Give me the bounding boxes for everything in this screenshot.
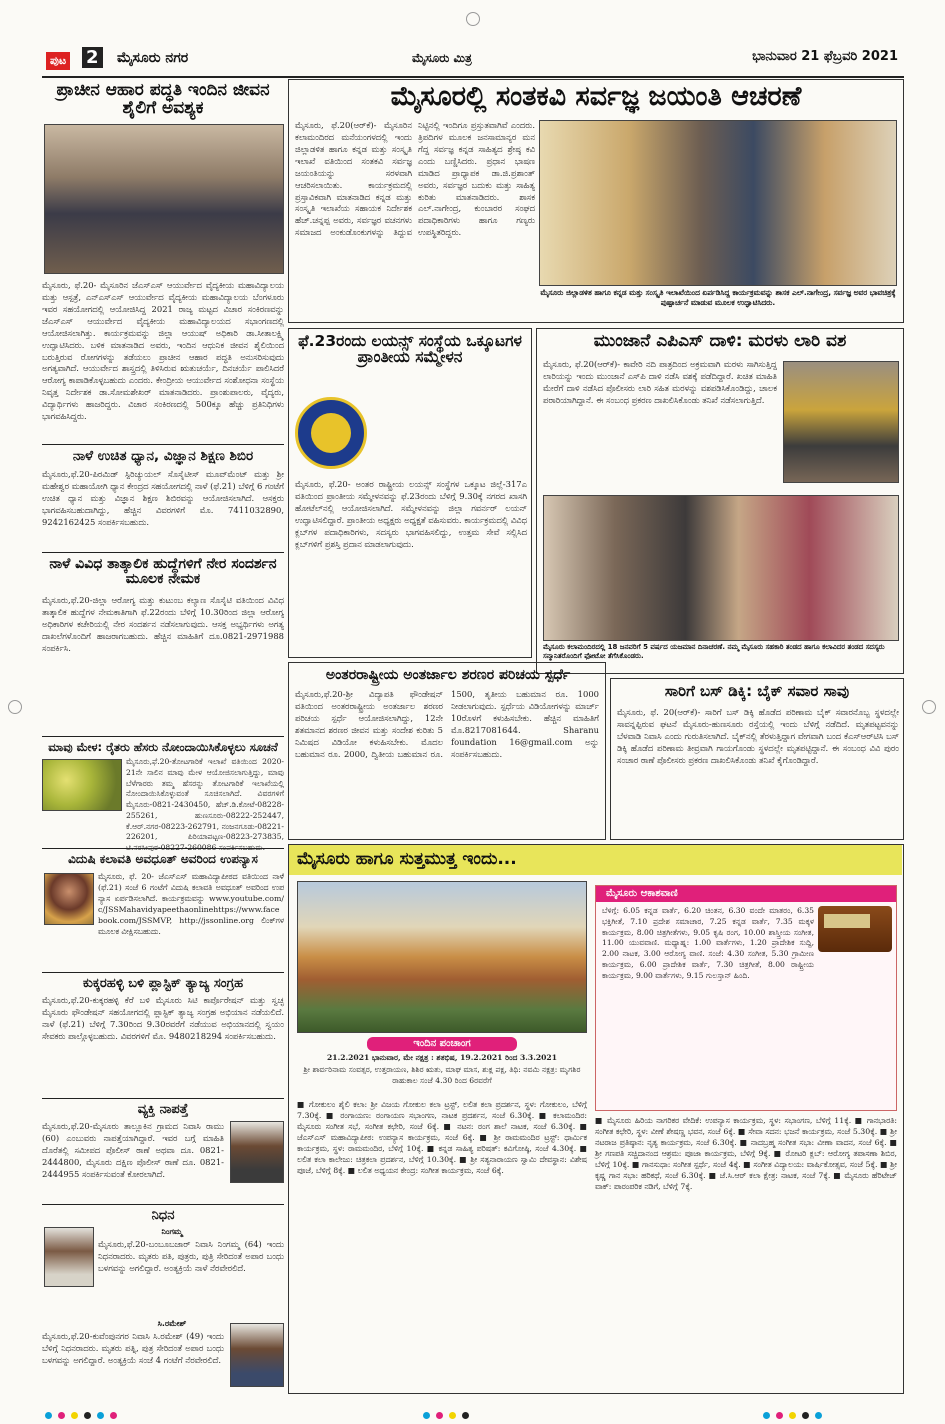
vidushi-photo — [44, 873, 94, 925]
nidhana-name-1: ನಿಂಗಮ್ಮ — [161, 1227, 183, 1236]
headline-vidushi: ವಿದುಷಿ ಕಲಾವತಿ ಅವಧೂತ್ ಅವರಿಂದ ಉಪನ್ಯಾಸ — [68, 852, 258, 866]
article-plastic — [42, 972, 284, 1096]
headline-plastic: ಕುಕ್ಕರಹಳ್ಳಿ ಬಳಿ ಪ್ಲಾಸ್ಟಿಕ್ ತ್ಯಾಜ್ಯ ಸಂಗ್ರಹ — [82, 976, 244, 991]
akashavani-body: ಬೆಳಿಗ್ಗೆ: 6.05 ಕನ್ನಡ ವಾರ್ತೆ, 6.20 ಚಿಂತನ, 6.30 ವಂದೇ ಮಾತರಂ, 6.35 ಭಕ್ತಿಗೀತೆ, 7.10 ಪ್ರದೇಶ ಸಮಾಚಾರ, 7.25 ಕನ್ನಡ ವಾರ್ತೆ, 7.35 ಮಕ್ಕಳ ಕಾರ್ಯಕ್ರಮ, 8.00 ಚಿತ್ರಗೀತೆಗಳು, 9.05 ಕೃಷಿ ರಂಗ, 10.00 ಶಾಸ್ತ್ರೀಯ ಸಂಗೀತ, 11.00 ಯುವವಾಣಿ. ಮಧ್ಯಾಹ್ನ: 1.00 ವಾರ್ತೆಗಳು, 1.20 ಪ್ರಾದೇಶಿಕ ಸುದ್ದಿ, 2.00 ನಾಟಕ, 3.00 ಆರೋಗ್ಯ ವಾಣಿ. ಸಂಜೆ: 4.30 ಸಂಗೀತ, 5.30 ಗ್ರಾಮೀಣ ಕಾರ್ಯಕ್ರಮ, 6.00 ಪ್ರಾದೇಶಿಕ ವಾರ್ತೆ, 7.30 ಚಿತ್ರಗೀತೆ, 8.00 ರಾಷ್ಟ್ರೀಯ ಕಾರ್ಯಕ್ರಮ, 9.00 ವಾರ್ತೆಗಳು, 9.15 ಗುಲಸ್ತಾನ್ ಹಿಂದಿ. — [602, 906, 814, 980]
palace-photo — [297, 881, 587, 1033]
black-dot — [84, 1412, 91, 1419]
panchanga-box — [297, 1037, 587, 1093]
masthead — [42, 46, 904, 74]
nidhana-name-2: ಸಿ.ರಮೇಶ್ — [157, 1319, 187, 1328]
sarvajna-photo — [539, 120, 897, 286]
article-manjane — [536, 328, 904, 674]
cyan-dot — [423, 1412, 430, 1419]
dhyana-body: ಮೈಸೂರು,ಫೆ.20-ಪಿರಮಿಡ್ ಸ್ಪಿರಿಚ್ಯುಯಲ್ ಸೊಸೈಟೀಸ್ ಮೂವ್‌ಮೆಂಟ್ ಮತ್ತು ಶ್ರೀ ಮಹೇಶ್ವರ ಮಹಾಯೋಗಿ ಧ್ಯಾನ ಕೇಂದ್ರದ ಸಹಯೋಗದಲ್ಲಿ ನಾಳೆ (ಫೆ.21) ಬೆಳಿಗ್ಗೆ 6 ಗಂಟೆಗೆ ಉಚಿತ ಧ್ಯಾನ ಮತ್ತು ವಿಜ್ಞಾನ ಶಿಕ್ಷಣ ಶಿಬಿರವನ್ನು ಆಯೋಜಿಸಲಾಗಿದೆ. ಆಸಕ್ತರು ಭಾಗವಹಿಸಬಹುದಾಗಿದ್ದು, ಹೆಚ್ಚಿನ ವಿವರಗಳಿಗೆ ಮೊ. 7411032890, 9242162425 ಸಂಪರ್ಕಿಸಬಹುದು. — [42, 469, 284, 527]
paper-name: ಮೈಸೂರು ಮಿತ್ರ — [412, 51, 472, 65]
lions-logo-inner — [311, 413, 351, 453]
cyan-dot — [45, 1412, 52, 1419]
headline-sarvajna: ಮೈಸೂರಲ್ಲಿ ಸಂತಕವಿ ಸರ್ವಜ್ಞ ಜಯಂತಿ ಆಚರಣೆ — [390, 81, 802, 112]
yellow-dot — [789, 1412, 796, 1419]
headline-lions: ಫೆ.23ರಂದು ಲಯನ್ಸ್ ಸಂಸ್ಥೆಯ ಒಕ್ಕೂಟಗಳ ಪ್ರಾಂತೀಯ ಸಮ್ಮೇಳನ — [298, 332, 522, 367]
article-lions — [288, 328, 532, 658]
sarvajna-body: ಮೈಸೂರು, ಫೆ.20(ಆರ್‌ಕೆ)- ಮೈಸೂರಿನ ಕಲಾಮಂದಿರದ ಮನೆಯಂಗಳದಲ್ಲಿ ಇಂದು ಜಿಲ್ಲಾಡಳಿತ ಹಾಗೂ ಕನ್ನಡ ಮತ್ತು ಸಂಸ್ಕೃತಿ ಇಲಾಖೆ ವತಿಯಿಂದ ಸಂತಕವಿ ಸರ್ವಜ್ಞ ಜಯಂತಿಯನ್ನು ಸರಳವಾಗಿ ಆಚರಿಸಲಾಯಿತು. ಕಾರ್ಯಕ್ರಮದಲ್ಲಿ ಪ್ರಸ್ತಾವಿಕವಾಗಿ ಮಾತನಾಡಿದ ಕನ್ನಡ ಮತ್ತು ಸಂಸ್ಕೃತಿ ಇಲಾಖೆಯ ಸಹಾಯಕ ನಿರ್ದೇಶಕ ಹೆಚ್.ಚನ್ನಪ್ಪ ಅವರು, ಸರ್ವಜ್ಞರ ವಚನಗಳು ಸಮಾಜದ ಅಂಕುಡೊಂಕುಗಳನ್ನು ತಿದ್ದುವ ನಿಟ್ಟಿನಲ್ಲಿ ಇಂದಿಗೂ ಪ್ರಸ್ತುತವಾಗಿವೆ ಎಂದರು. ತ್ರಿಪದಿಗಳ ಮೂಲಕ ಜನಸಾಮಾನ್ಯರ ಮನ ಗೆದ್ದ ಸರ್ವಜ್ಞ ಕನ್ನಡ ಸಾಹಿತ್ಯದ ಶ್ರೇಷ್ಠ ಕವಿ ಎಂದು ಬಣ್ಣಿಸಿದರು. ಪ್ರಧಾನ ಭಾಷಣ ಮಾಡಿದ ಪ್ರಾಧ್ಯಾಪಕ ಡಾ.ಜಿ.ಪ್ರಶಾಂತ್ ಅವರು, ಸರ್ವಜ್ಞರ ಬದುಕು ಮತ್ತು ಸಾಹಿತ್ಯ ಕುರಿತು ಮಾತನಾಡಿದರು. ಶಾಸಕ ಎಲ್.ನಾಗೇಂದ್ರ, ಕುಂಬಾರರ ಸಂಘದ ಪದಾಧಿಕಾರಿಗಳು ಹಾಗೂ ಗಣ್ಯರು ಉಪಸ್ಥಿತರಿದ್ದರು. — [295, 120, 535, 238]
page-number: 2 — [82, 47, 103, 68]
article-napatte — [42, 1098, 284, 1202]
footer-color-bar-center — [420, 1404, 540, 1414]
vidushi-body: ಮೈಸೂರು, ಫೆ. 20- ಜೆಎಸ್‌ಎಸ್ ಮಹಾವಿದ್ಯಾಪೀಠದ ವತಿಯಿಂದ ನಾಳೆ (ಫೆ.21) ಸಂಜೆ 6 ಗಂಟೆಗೆ ವಿದುಷಿ ಕಲಾವತಿ ಅವಧೂತ್ ಅವರಿಂದ ಉಪನ್ಯಾಸ ಏರ್ಪಡಿಸಲಾಗಿದೆ. ಕಾರ್ಯಕ್ರಮವನ್ನು www.youtube.com/c/JSSMahavidyapeethaonlinehttps://www.facebook.com/JSSMVP, http://jssonline.org ಲಿಂಕ್‌ಗಳ ಮೂಲಕ ವೀಕ್ಷಿಸಬಹುದು. — [98, 872, 284, 937]
black-dot — [462, 1412, 469, 1419]
masthead-rule — [42, 76, 904, 78]
ahara-body: ಮೈಸೂರು, ಫೆ.20- ಮೈಸೂರಿನ ಜೆಎಸ್‌ಎಸ್ ಆಯುರ್ವೇದ ವೈದ್ಯಕೀಯ ಮಹಾವಿದ್ಯಾಲಯ ಮತ್ತು ಆಸ್ಪತ್ರೆ, ಎನ್‌ಎಸ್‌ಎಸ್ ಆಯುರ್ವೇದ ವೈದ್ಯಕೀಯ ಮಹಾವಿದ್ಯಾಲಯ ಬೆಂಗಳೂರು ಇವರ ಸಹಯೋಗದಲ್ಲಿ ಆಯೋಜಿಸಿದ್ದ 2021 ರಾಜ್ಯ ಮಟ್ಟದ ವಿಚಾರ ಸಂಕಿರಣವನ್ನು ಜೆಎಸ್‌ಎಸ್ ಆಯುರ್ವೇದ ವೈದ್ಯಕೀಯ ಮಹಾವಿದ್ಯಾಲಯದ ಸಭಾಂಗಣದಲ್ಲಿ ಆಯೋಜಿಸಲಾಗಿತ್ತು. ಕಾರ್ಯಕ್ರಮವನ್ನು ಜಿಲ್ಲಾ ಆಯುಷ್ ಅಧಿಕಾರಿ ಡಾ.ಸೀತಾಲಕ್ಷ್ಮಿ ಉದ್ಘಾಟಿಸಿದರು. ಬಳಿಕ ಮಾತನಾಡಿದ ಅವರು, ಇಂದಿನ ಆಧುನಿಕ ಜೀವನ ಶೈಲಿಯಿಂದ ಬರುತ್ತಿರುವ ರೋಗಗಳನ್ನು ತಡೆಯಲು ಪ್ರಾಚೀನ ಆಹಾರ ಪದ್ಧತಿ ಅನುಸರಿಸುವುದು ಅಗತ್ಯವಾಗಿದೆ. ಆಯುರ್ವೇದ ಶಾಸ್ತ್ರದಲ್ಲಿ ತಿಳಿಸಿರುವ ಋತುಚರ್ಯೆ, ದಿನಚರ್ಯೆ ಪಾಲಿಸಿದರೆ ಆರೋಗ್ಯ ಕಾಪಾಡಿಕೊಳ್ಳಬಹುದು ಎಂದರು. ಕೇಂದ್ರೀಯ ಆಯುರ್ವೇದ ಸಂಶೋಧನಾ ಸಂಸ್ಥೆಯ ನಿವೃತ್ತ ನಿರ್ದೇಶಕ ಡಾ.ಸೋಮಶೇಖರ್ ಮಾತನಾಡಿದರು. ಪ್ರಾಂಶುಪಾಲರು, ವೈದ್ಯರು, ವಿದ್ಯಾರ್ಥಿಗಳು ಹಾಜರಿದ್ದರು. ವಿಚಾರ ಸಂಕಿರಣದಲ್ಲಿ 500ಕ್ಕೂ ಹೆಚ್ಚು ಪ್ರತಿನಿಧಿಗಳು ಭಾಗವಹಿಸಿದ್ದರು. — [42, 280, 284, 422]
radio-icon — [818, 906, 892, 952]
events-left: ■ ಗೋಕುಲಂ ಶೈಲಿ ಕಲಾ: ಶ್ರೀ ವಿಜಯ ಗೋಕುಲ ಕಲಾ ಟ್ರಸ್ಟ್, ಲಲಿತ ಕಲಾ ಪ್ರದರ್ಶನ, ಸ್ಥಳ: ಗೋಕುಲಂ, ಬೆಳಿಗ್ಗೆ 7.30ಕ್ಕೆ. ■ ರಂಗಾಯಣ: ರಂಗಾಯಣ ಸಭಾಂಗಣ, ನಾಟಕ ಪ್ರದರ್ಶನ, ಸಂಜೆ 6.30ಕ್ಕೆ. ■ ಕಲಾಮಂದಿರ: ಮೈಸೂರು ಸಂಗೀತ ಸಭೆ, ಸಂಗೀತ ಕಛೇರಿ, ಸಂಜೆ 6ಕ್ಕೆ. ■ ನಟನ: ರಂಗ ಶಾಲೆ ನಾಟಕ, ಸಂಜೆ 6.30ಕ್ಕೆ. ■ ಜೆಎಸ್‌ಎಸ್ ಮಹಾವಿದ್ಯಾಪೀಠ: ಉಪನ್ಯಾಸ ಕಾರ್ಯಕ್ರಮ, ಸಂಜೆ 6ಕ್ಕೆ. ■ ಶ್ರೀ ರಾಮಮಂದಿರ ಟ್ರಸ್ಟ್: ಧಾರ್ಮಿಕ ಕಾರ್ಯಕ್ರಮ, ಸ್ಥಳ: ರಾಮಮಂದಿರ, ಬೆಳಿಗ್ಗೆ 10ಕ್ಕೆ. ■ ಕನ್ನಡ ಸಾಹಿತ್ಯ ಪರಿಷತ್: ಕವಿಗೋಷ್ಠಿ, ಸಂಜೆ 4.30ಕ್ಕೆ. ■ ಲಲಿತ ಕಲಾ ಕಾಲೇಜು: ಚಿತ್ರಕಲಾ ಪ್ರದರ್ಶನ, ಬೆಳಿಗ್ಗೆ 10.30ಕ್ಕೆ. ■ ಶ್ರೀ ಸತ್ಯನಾರಾಯಣ ಸ್ವಾಮಿ ದೇವಸ್ಥಾನ: ವಿಶೇಷ ಪೂಜೆ, ಬೆಳಿಗ್ಗೆ 8ಕ್ಕೆ. ■ ಲಲಿತ ಅಧ್ಯಯನ ಕೇಂದ್ರ: ಸಂಗೀತ ಕಾರ್ಯಕ್ರಮ, ಸಂಜೆ 6ಕ್ಕೆ. — [297, 1100, 587, 1176]
napatte-photo — [230, 1121, 284, 1183]
headline-sutta: ಮೈಸೂರು ಹಾಗೂ ಸುತ್ತಮುತ್ತ ಇಂದು... — [297, 849, 517, 869]
hudde-body: ಮೈಸೂರು,ಫೆ.20-ಜಿಲ್ಲಾ ಆರೋಗ್ಯ ಮತ್ತು ಕುಟುಂಬ ಕಲ್ಯಾಣ ಸೊಸೈಟಿ ವತಿಯಿಂದ ವಿವಿಧ ತಾತ್ಕಾಲಿಕ ಹುದ್ದೆಗಳ ನೇಮಕಾತಿಗಾಗಿ ಫೆ.22ರಂದು ಬೆಳಿಗ್ಗೆ 10.30ರಿಂದ ಜಿಲ್ಲಾ ಆರೋಗ್ಯ ಅಧಿಕಾರಿಗಳ ಕಚೇರಿಯಲ್ಲಿ ನೇರ ಸಂದರ್ಶನ ನಡೆಸಲಾಗುವುದು. ಆಸಕ್ತ ಅಭ್ಯರ್ಥಿಗಳು ಅಗತ್ಯ ದಾಖಲೆಗಳೊಂದಿಗೆ ಹಾಜರಾಗಬಹುದು. ಹೆಚ್ಚಿನ ಮಾಹಿತಿಗೆ ದೂ.0821-2971988 ಸಂಪರ್ಕಿಸಿ. — [42, 595, 284, 653]
headline-hudde: ನಾಳೆ ವಿವಿಧ ತಾತ್ಕಾಲಿಕ ಹುದ್ದೆಗಳಿಗೆ ನೇರ ಸಂದರ್ಶನ ಮೂಲಕ ನೇಮಕ — [49, 556, 277, 587]
nidhana-body-1: ಮೈಸೂರು,ಫೆ.20-ಬಂಬೂಬಜಾರ್ ನಿವಾಸಿ ನಿಂಗಮ್ಮ (64) ಇಂದು ನಿಧನರಾದರು. ಮೃತರು ಪತಿ, ಪುತ್ರರು, ಪುತ್ರಿ ಸೇರಿದಂತೆ ಅಪಾರ ಬಂಧು ಬಳಗವನ್ನು ಅಗಲಿದ್ದಾರೆ. ಅಂತ್ಯಕ್ರಿಯೆ ನಾಳೆ ನೆರವೇರಲಿದೆ. — [98, 1239, 284, 1273]
sarige-body: ಮೈಸೂರು, ಫೆ. 20(ಆರ್‌ಕೆ)- ಸಾರಿಗೆ ಬಸ್ ಡಿಕ್ಕಿ ಹೊಡೆದ ಪರಿಣಾಮ ಬೈಕ್ ಸವಾರನೊಬ್ಬ ಸ್ಥಳದಲ್ಲೇ ಸಾವನ್ನಪ್ಪಿರುವ ಘಟನೆ ಮೈಸೂರು-ಹುಣಸೂರು ರಸ್ತೆಯಲ್ಲಿ ಇಂದು ಬೆಳಿಗ್ಗೆ ನಡೆದಿದೆ. ಮೃತಪಟ್ಟವನನ್ನು ಬೆಳವಾಡಿ ನಿವಾಸಿ ಎಂದು ಗುರುತಿಸಲಾಗಿದೆ. ಬೈಕ್‌ನಲ್ಲಿ ತೆರಳುತ್ತಿದ್ದಾಗ ವೇಗವಾಗಿ ಬಂದ ಕೆಎಸ್‌ಆರ್‌ಟಿಸಿ ಬಸ್ ಡಿಕ್ಕಿ ಹೊಡೆದ ಪರಿಣಾಮ ತೀವ್ರವಾಗಿ ಗಾಯಗೊಂಡು ಸ್ಥಳದಲ್ಲೇ ಮೃತಪಟ್ಟಿದ್ದಾನೆ. ಈ ಸಂಬಂಧ ವಿವಿ ಪುರಂ ಸಂಚಾರ ಠಾಣೆ ಪೊಲೀಸರು ಪ್ರಕರಣ ದಾಖಲಿಸಿಕೊಂಡು ತನಿಖೆ ಕೈಗೊಂಡಿದ್ದಾರೆ. — [617, 707, 899, 765]
mango-photo — [42, 759, 122, 811]
manjane-caption: ಮೈಸೂರು ಕಲಾಮಂದಿರದಲ್ಲಿ 18 ಜನವರಿಗೆ 5 ವರ್ಷದ ಯಜಮಾನ ದಿನಾಚರಣೆ. ನಮ್ಮ ಮೈಸೂರು ಸಹಕಾರಿ ತಂಡದ ಹಾಗೂ ಕಲಾವಿದರ ತಂಡದ ಸದಸ್ಯರು ಸನ್ಮಾನಿತರೊಂದಿಗೆ ಫೋಟೋ ತೆಗೆಸಿಕೊಂಡರು. — [543, 643, 885, 661]
pink-dot — [436, 1412, 443, 1419]
article-antarrashtriya — [288, 662, 606, 840]
issue-date: ಭಾನುವಾರ 21 ಫೆಬ್ರವರಿ 2021 — [752, 49, 898, 64]
page-label: ಪುಟ — [46, 52, 70, 70]
headline-antarrashtriya: ಅಂತರರಾಷ್ಟ್ರೀಯ ಅಂತರ್ಜಾಲ ಶರಣರ ಪರಿಚಯ ಸ್ಪರ್ಧೆ — [325, 667, 571, 683]
section-title: ಮೈಸೂರು ನಗರ — [117, 50, 189, 66]
registration-mark-top — [466, 12, 480, 26]
pink-dot — [58, 1412, 65, 1419]
radio-dial-icon — [824, 914, 870, 928]
headline-mavu: ಮಾವು ಮೇಳ: ರೈತರು ಹೆಸರು ನೋಂದಾಯಿಸಿಕೊಳ್ಳಲು ಸೂಚನೆ — [48, 740, 278, 754]
panchanga-title: ಇಂದಿನ ಪಂಚಾಂಗ — [413, 1038, 471, 1049]
footer-color-bar-right — [760, 1404, 900, 1414]
yellow-dot — [71, 1412, 78, 1419]
akashavani-title: ಮೈಸೂರು ಆಕಾಶವಾಣಿ — [606, 888, 678, 899]
headline-napatte: ವ್ಯಕ್ತಿ ನಾಪತ್ತೆ — [137, 1102, 189, 1117]
panchanga-line2: ಶ್ರೀ ಶಾರ್ವರಿನಾಮ ಸಂವತ್ಸರ, ಉತ್ತರಾಯಣ, ಶಿಶಿರ ಋತು, ಮಾಘ ಮಾಸ, ಶುಕ್ಲ ಪಕ್ಷ, ತಿಥಿ: ನವಮಿ ನಕ್ಷತ್ರ: ಮೃಗಶಿರ ರಾಹುಕಾಲ ಸಂಜೆ 4.30 ರಿಂದ 6ರವರೆಗೆ — [303, 1065, 581, 1085]
events-right: ■ ಮೈಸೂರು ಹಿರಿಯ ನಾಗರಿಕರ ವೇದಿಕೆ: ಉಪನ್ಯಾಸ ಕಾರ್ಯಕ್ರಮ, ಸ್ಥಳ: ಸಭಾಂಗಣ, ಬೆಳಿಗ್ಗೆ 11ಕ್ಕೆ. ■ ಗಾನಭಾರತಿ: ಸಂಗೀತ ಕಛೇರಿ, ಸ್ಥಳ: ವೀಣೆ ಶೇಷಣ್ಣ ಭವನ, ಸಂಜೆ 6ಕ್ಕೆ. ■ ಸೇವಾ ಸದನ: ಭಜನೆ ಕಾರ್ಯಕ್ರಮ, ಸಂಜೆ 5.30ಕ್ಕೆ. ■ ಶ್ರೀ ನಟರಾಜ ಪ್ರತಿಷ್ಠಾನ: ನೃತ್ಯ ಕಾರ್ಯಕ್ರಮ, ಸಂಜೆ 6.30ಕ್ಕೆ. ■ ನಾದಬ್ರಹ್ಮ ಸಂಗೀತ ಸಭಾ: ವೀಣಾ ವಾದನ, ಸಂಜೆ 6ಕ್ಕೆ. ■ ಶ್ರೀ ಗಣಪತಿ ಸಚ್ಚಿದಾನಂದ ಆಶ್ರಮ: ಪೂಜಾ ಕಾರ್ಯಕ್ರಮ, ಬೆಳಿಗ್ಗೆ 9ಕ್ಕೆ. ■ ರೋಟರಿ ಕ್ಲಬ್: ಆರೋಗ್ಯ ತಪಾಸಣಾ ಶಿಬಿರ, ಬೆಳಿಗ್ಗೆ 10ಕ್ಕೆ. ■ ಗಾನಸುಧಾ: ಸಂಗೀತ ಸ್ಪರ್ಧೆ, ಸಂಜೆ 4ಕ್ಕೆ. ■ ಸಂಗೀತ ವಿದ್ಯಾಲಯ: ವಾರ್ಷಿಕೋತ್ಸವ, ಸಂಜೆ 5ಕ್ಕೆ. ■ ಶ್ರೀ ಕೃಷ್ಣ ಗಾನ ಸಭಾ: ಹರಿಕಥೆ, ಸಂಜೆ 6.30ಕ್ಕೆ. ■ ಜೆ.ಸಿ.ಆರ್ ಕಲಾ ಕ್ಷೇತ್ರ: ನಾಟಕ, ಸಂಜೆ 7ಕ್ಕೆ. ■ ಮೈಸೂರು ಹೆರಿಟೇಜ್ ವಾಕ್: ಪಾರಂಪರಿಕ ನಡಿಗೆ, ಬೆಳಿಗ್ಗೆ 7ಕ್ಕೆ. — [595, 1116, 897, 1192]
antar-body: ಮೈಸೂರು,ಫೆ.20-ಶ್ರೀ ವಿದ್ಯಾಪತಿ ಫೌಂಡೇಷನ್ ವತಿಯಿಂದ ಅಂತರರಾಷ್ಟ್ರೀಯ ಅಂತರ್ಜಾಲ ಶರಣರ ಪರಿಚಯ ಸ್ಪರ್ಧೆ ಆಯೋಜಿಸಲಾಗಿದ್ದು, 12ನೇ ಶತಮಾನದ ಶರಣರ ಜೀವನ ಮತ್ತು ಸಂದೇಶ ಕುರಿತು 5 ನಿಮಿಷದ ವಿಡಿಯೋ ಕಳುಹಿಸಬೇಕು. ಮೊದಲ ಬಹುಮಾನ ರೂ. 2000, ದ್ವಿತೀಯ ಬಹುಮಾನ ರೂ. 1500, ತೃತೀಯ ಬಹುಮಾನ ರೂ. 1000 ನೀಡಲಾಗುವುದು. ಸ್ಪರ್ಧೆಯ ವಿಡಿಯೋಗಳನ್ನು ಮಾರ್ಚ್ 10ರೊಳಗೆ ಕಳುಹಿಸಬೇಕು. ಹೆಚ್ಚಿನ ಮಾಹಿತಿಗೆ ಮೊ.8217081644. Sharanu foundation 16@gmail.com ಅನ್ನು ಸಂಪರ್ಕಿಸಬಹುದು. — [295, 689, 599, 759]
article-hudde — [42, 552, 284, 732]
nidhana-photo-2 — [230, 1323, 284, 1387]
pink-dot — [110, 1412, 117, 1419]
headline-sarige: ಸಾರಿಗೆ ಬಸ್ ಡಿಕ್ಕಿ: ಬೈಕ್ ಸವಾರ ಸಾವು — [664, 682, 850, 700]
black-dot — [802, 1412, 809, 1419]
panchanga-line1: 21.2.2021 ಭಾನುವಾರ, ಮೇ ನಕ್ಷತ್ರ : ಶತಭಿಷ, 19.2.2021 ರಿಂದ 3.3.2021 — [327, 1053, 557, 1062]
akashavani-box — [595, 885, 897, 1111]
article-vidushi — [42, 848, 284, 968]
lorry-photo — [783, 361, 899, 483]
cyan-dot — [97, 1412, 104, 1419]
pink-dot — [776, 1412, 783, 1419]
cyan-dot — [763, 1412, 770, 1419]
mavu-body: ಮೈಸೂರು,ಫೆ.20-ತೋಟಗಾರಿಕೆ ಇಲಾಖೆ ವತಿಯಿಂದ 2020-21ನೇ ಸಾಲಿನ ಮಾವು ಮೇಳ ಆಯೋಜಿಸಲಾಗುತ್ತಿದ್ದು, ಮಾವು ಬೆಳೆಗಾರರು ತಮ್ಮ ಹೆಸರನ್ನು ತೋಟಗಾರಿಕೆ ಇಲಾಖೆಯಲ್ಲಿ ನೋಂದಾಯಿಸಿಕೊಳ್ಳುವಂತೆ ಸೂಚಿಸಲಾಗಿದೆ. ವಿವರಗಳಿಗೆ ಮೈಸೂರು-0821-2430450, ಹೆಚ್.ಡಿ.ಕೋಟೆ-08228-255261, ಹುಣಸೂರು-08222-252447, ಕೆ.ಆರ್.ನಗರ-08223-262791, ನಂಜನಗೂಡು-08221-226201, ಪಿರಿಯಾಪಟ್ಟಣ-08223-273835, ಟಿ.ನರಸೀಪುರ-08227-260086 ಸಂಪರ್ಕಿಸಬಹುದು. — [126, 757, 284, 853]
article-sarige — [610, 678, 904, 840]
article-dhyana — [42, 444, 284, 549]
sarvajna-caption: ಮೈಸೂರು ಜಿಲ್ಲಾಡಳಿತ ಹಾಗೂ ಕನ್ನಡ ಮತ್ತು ಸಂಸ್ಕೃತಿ ಇಲಾಖೆಯಿಂದ ಏರ್ಪಡಿಸಿದ್ದ ಕಾರ್ಯಕ್ರಮವನ್ನು ಶಾಸಕ ಎಲ್.ನಾಗೇಂದ್ರ, ಸರ್ವಜ್ಞ ಅವರ ಭಾವಚಿತ್ರಕ್ಕೆ ಪುಷ್ಪಾರ್ಚನೆ ಮಾಡುವ ಮೂಲಕ ಉದ್ಘಾಟಿಸಿದರು. — [540, 288, 896, 307]
article-ahara — [42, 80, 284, 280]
ahara-photo — [44, 124, 284, 274]
nidhana-body-2: ಮೈಸೂರು,ಫೆ.20-ಕುವೆಂಪುನಗರ ನಿವಾಸಿ ಸಿ.ರಮೇಶ್ (49) ಇಂದು ಬೆಳಿಗ್ಗೆ ನಿಧನರಾದರು. ಮೃತರು ಪತ್ನಿ, ಪುತ್ರ ಸೇರಿದಂತೆ ಅಪಾರ ಬಂಧು ಬಳಗವನ್ನು ಅಗಲಿದ್ದಾರೆ. ಅಂತ್ಯಕ್ರಿಯೆ ಸಂಜೆ 4 ಗಂಟೆಗೆ ನೆರವೇರಲಿದೆ. — [42, 1331, 224, 1365]
group-photo — [543, 495, 899, 641]
article-sutta — [288, 844, 904, 1394]
manjane-body: ಮೈಸೂರು, ಫೆ.20(ಆರ್‌ಕೆ)- ಕಾವೇರಿ ನದಿ ಪಾತ್ರದಿಂದ ಅಕ್ರಮವಾಗಿ ಮರಳು ಸಾಗಿಸುತ್ತಿದ್ದ ಲಾರಿಯನ್ನು ಇಂದು ಮುಂಜಾನೆ ಎಸ್‌ಪಿ ದಾಳಿ ನಡೆಸಿ ವಶಕ್ಕೆ ಪಡೆದಿದ್ದಾರೆ. ಖಚಿತ ಮಾಹಿತಿ ಮೇರೆಗೆ ದಾಳಿ ನಡೆಸಿದ ಪೊಲೀಸರು ಲಾರಿ ಸಹಿತ ಮರಳನ್ನು ವಶಪಡಿಸಿಕೊಂಡಿದ್ದು, ಚಾಲಕ ಪರಾರಿಯಾಗಿದ್ದಾನೆ. ಈ ಸಂಬಂಧ ಪ್ರಕರಣ ದಾಖಲಿಸಿಕೊಂಡು ತನಿಖೆ ನಡೆಸಲಾಗುತ್ತಿದೆ. — [543, 359, 777, 405]
plastic-body: ಮೈಸೂರು,ಫೆ.20-ಕುಕ್ಕರಹಳ್ಳಿ ಕೆರೆ ಬಳಿ ಮೈಸೂರು ಸಿಟಿ ಕಾರ್ಪೊರೇಷನ್ ಮತ್ತು ಸ್ವಚ್ಛ ಮೈಸೂರು ಫೌಂಡೇಷನ್ ಸಹಯೋಗದಲ್ಲಿ ಪ್ಲಾಸ್ಟಿಕ್ ತ್ಯಾಜ್ಯ ಸಂಗ್ರಹ ಅಭಿಯಾನ ನಡೆಯಲಿದೆ. ನಾಳೆ (ಫೆ.21) ಬೆಳಿಗ್ಗೆ 7.30ರಿಂದ 9.30ರವರೆಗೆ ನಡೆಯುವ ಅಭಿಯಾನದಲ್ಲಿ ಸ್ವಯಂ ಸೇವಕರು ಪಾಲ್ಗೊಳ್ಳಬಹುದು. ವಿವರಗಳಿಗೆ ಮೊ. 9480218294 ಸಂಪರ್ಕಿಸಬಹುದು. — [42, 995, 284, 1041]
page-number-badge — [46, 49, 116, 71]
yellow-dot — [449, 1412, 456, 1419]
registration-mark-right — [922, 700, 936, 714]
headline-dhyana: ನಾಳೆ ಉಚಿತ ಧ್ಯಾನ, ವಿಜ್ಞಾನ ಶಿಕ್ಷಣ ಶಿಬಿರ — [72, 448, 254, 464]
headline-manjane: ಮುಂಜಾನೆ ಎಪಿಎಸ್ ದಾಳಿ: ಮರಳು ಲಾರಿ ವಶ — [593, 331, 847, 351]
footer-color-bar-left — [42, 1404, 192, 1414]
cyan-dot — [815, 1412, 822, 1419]
lions-body: ಮೈಸೂರು, ಫೆ.20- ಅಂತರ ರಾಷ್ಟ್ರೀಯ ಲಯನ್ಸ್ ಸಂಸ್ಥೆಗಳ ಒಕ್ಕೂಟ ಜಿಲ್ಲೆ-317ಎ ವತಿಯಿಂದ ಪ್ರಾಂತೀಯ ಸಮ್ಮೇಳನವನ್ನು ಫೆ.23ರಂದು ಬೆಳಿಗ್ಗೆ 9.30ಕ್ಕೆ ನಗರದ ಖಾಸಗಿ ಹೋಟೆಲ್‌ನಲ್ಲಿ ಆಯೋಜಿಸಲಾಗಿದೆ. ಸಮ್ಮೇಳನವನ್ನು ಜಿಲ್ಲಾ ಗವರ್ನರ್ ಲಯನ್ ಉದ್ಘಾಟಿಸಲಿದ್ದಾರೆ. ಪ್ರಾಂತೀಯ ಅಧ್ಯಕ್ಷರು ಅಧ್ಯಕ್ಷತೆ ವಹಿಸುವರು. ಕಾರ್ಯಕ್ರಮದಲ್ಲಿ ವಿವಿಧ ಕ್ಲಬ್‌ಗಳ ಪದಾಧಿಕಾರಿಗಳು, ಸದಸ್ಯರು ಭಾಗವಹಿಸಲಿದ್ದು, ಉತ್ತಮ ಸೇವೆ ಸಲ್ಲಿಸಿದ ಕ್ಲಬ್‌ಗಳಿಗೆ ಪ್ರಶಸ್ತಿ ಪ್ರದಾನ ಮಾಡಲಾಗುವುದು. — [295, 479, 527, 549]
headline-ahara: ಪ್ರಾಚೀನ ಆಹಾರ ಪದ್ಧತಿ ಇಂದಿನ ಜೀವನ ಶೈಲಿಗೆ ಅವಶ್ಯಕ — [56, 80, 270, 118]
napatte-body: ಮೈಸೂರು,ಫೆ.20-ಮೈಸೂರು ತಾಲ್ಲೂಕಿನ ಗ್ರಾಮದ ನಿವಾಸಿ ರಾಮು (60) ಎಂಬುವರು ನಾಪತ್ತೆಯಾಗಿದ್ದಾರೆ. ಇವರ ಬಗ್ಗೆ ಮಾಹಿತಿ ದೊರೆತಲ್ಲಿ ಸಮೀಪದ ಪೊಲೀಸ್ ಠಾಣೆ ಅಥವಾ ದೂ. 0821-2444800, ಮೈಸೂರು ದಕ್ಷಿಣ ಪೊಲೀಸ್ ಠಾಣೆ ದೂ. 0821-2444955 ಸಂಪರ್ಕಿಸುವಂತೆ ಕೋರಲಾಗಿದೆ. — [42, 1121, 224, 1179]
article-nidhana — [42, 1204, 284, 1394]
article-sarvajna — [288, 79, 904, 323]
registration-mark-left — [8, 700, 22, 714]
article-mavu — [42, 736, 284, 853]
headline-nidhana: ನಿಧನ — [151, 1208, 175, 1223]
nidhana-photo-1 — [44, 1227, 94, 1287]
